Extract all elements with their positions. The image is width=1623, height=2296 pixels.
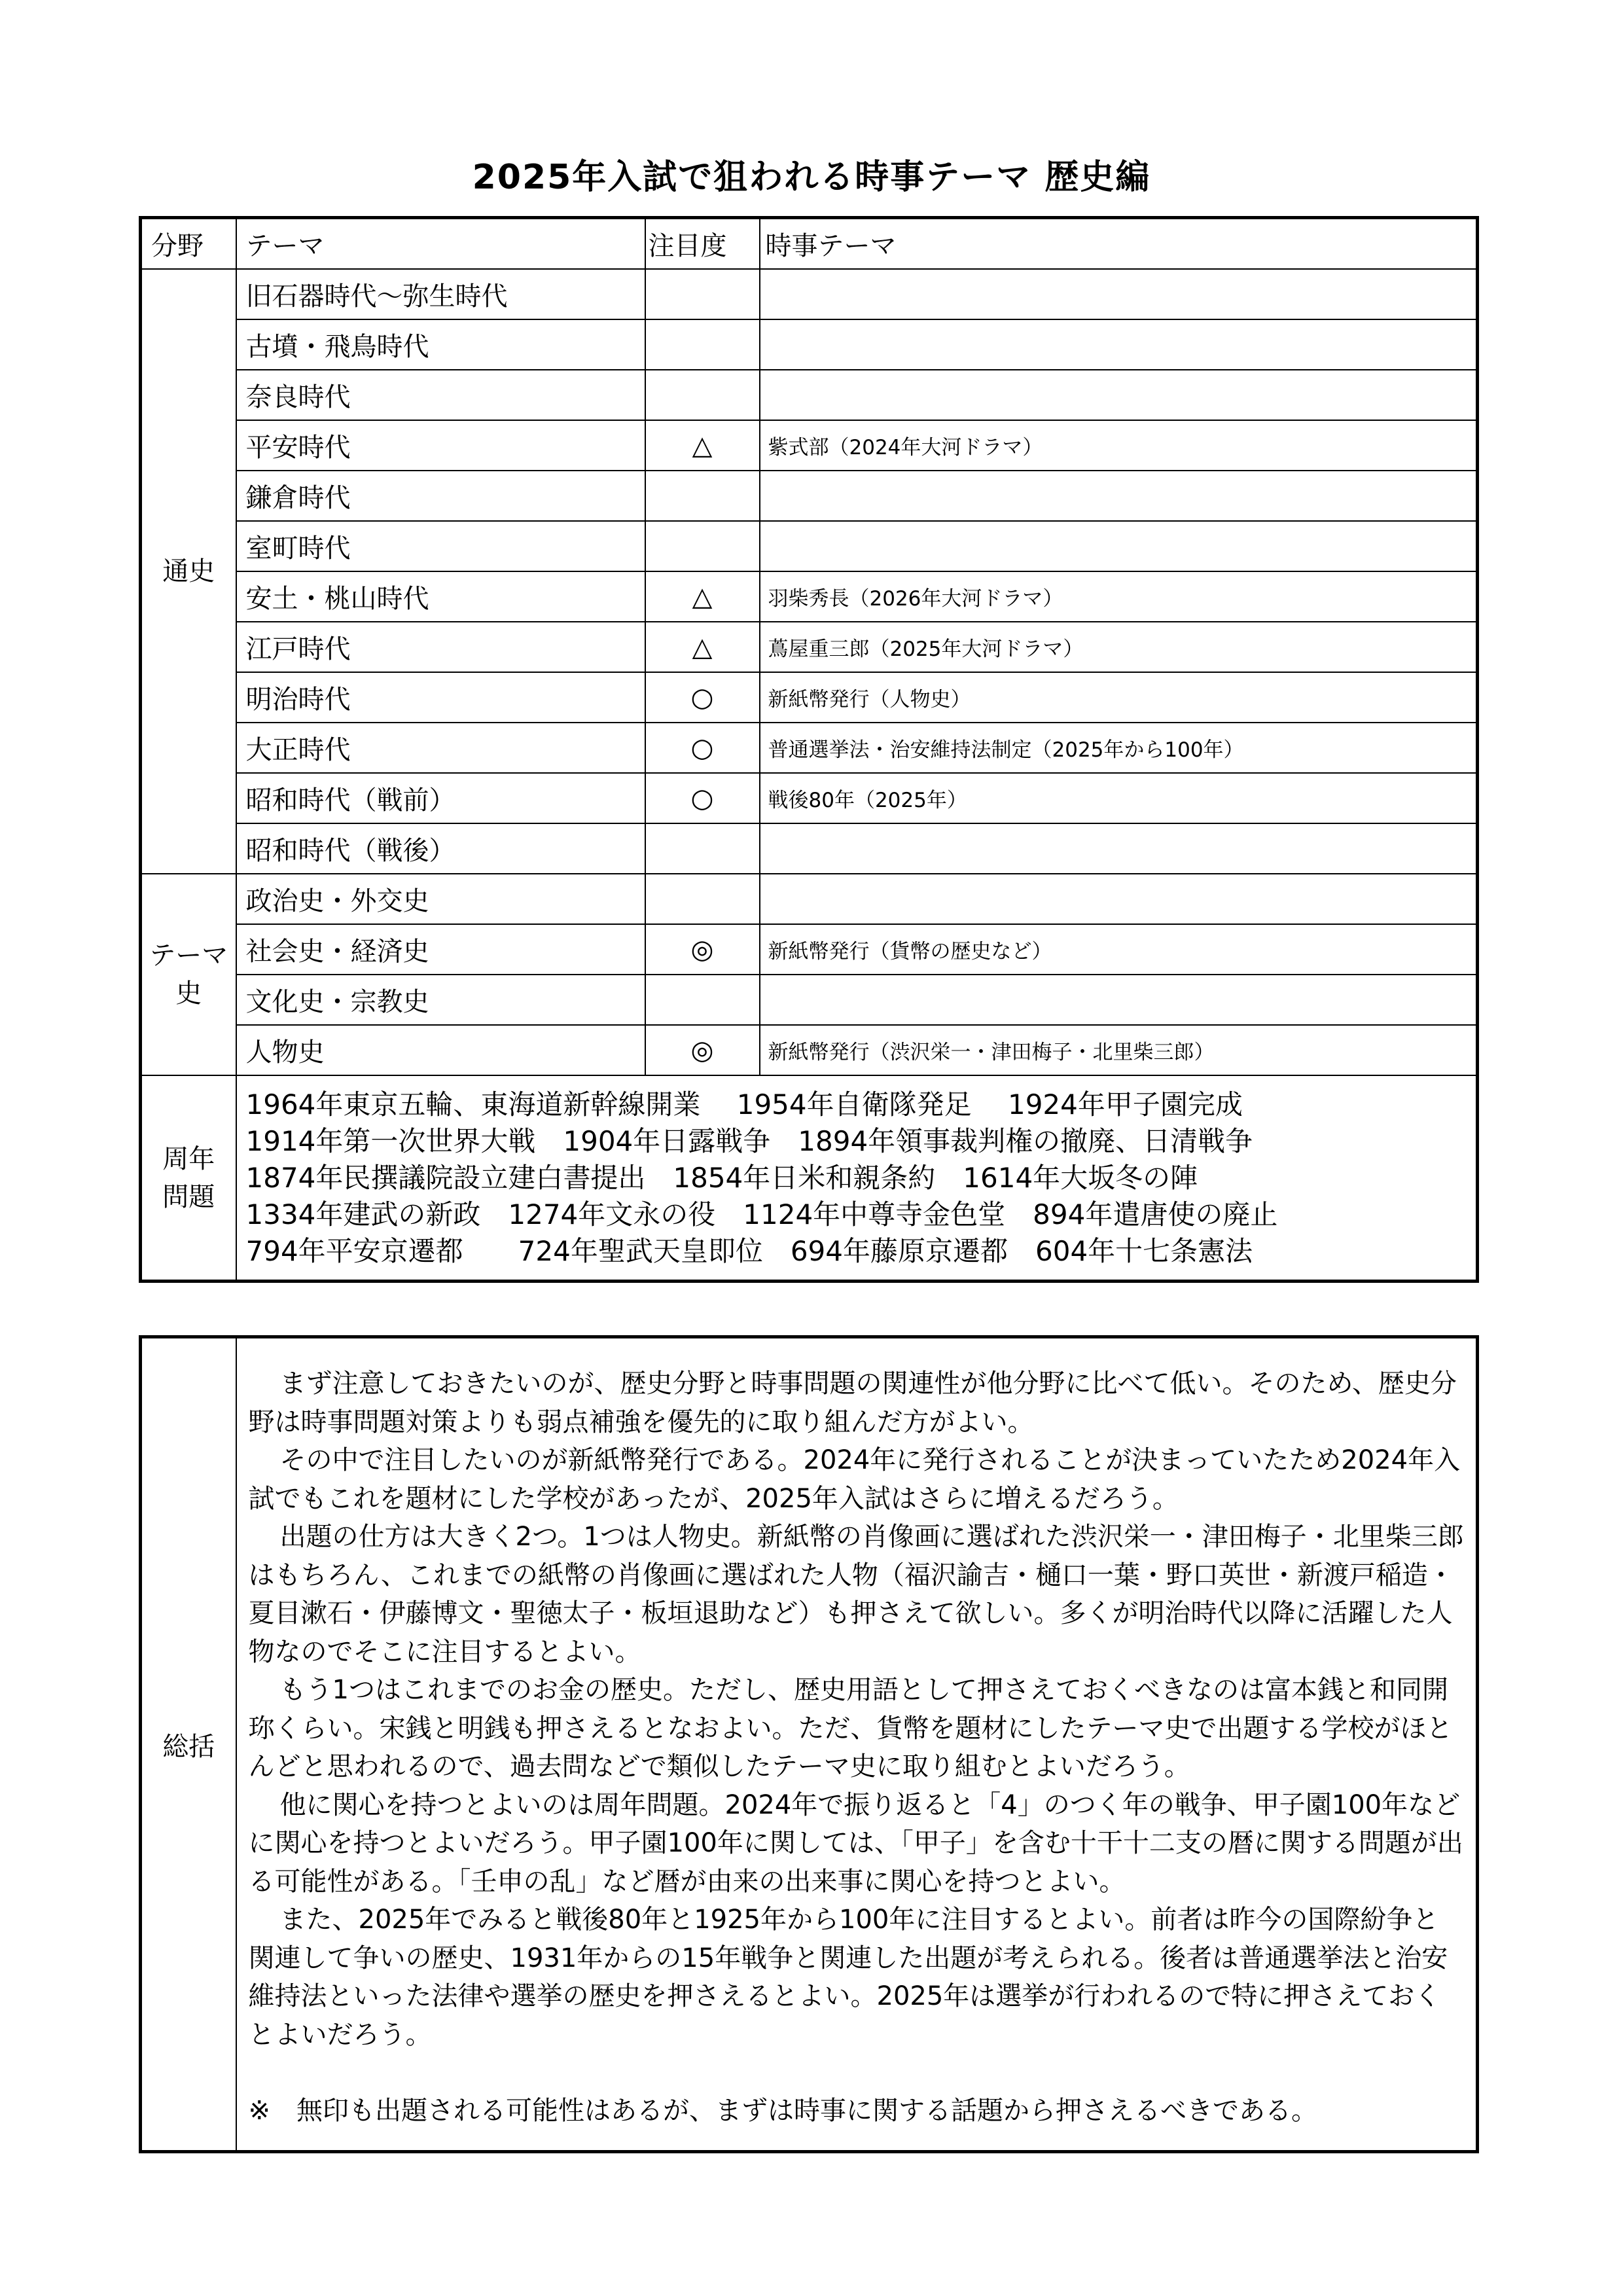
field-cell — [141, 874, 236, 1075]
anniversary-list — [236, 1075, 1478, 1282]
theme-cell: 旧石器時代～弥生時代 — [236, 269, 645, 319]
attention-mark — [645, 823, 760, 874]
table-row — [141, 823, 1478, 874]
header-field: 分野 — [141, 218, 236, 270]
attention-mark: △ — [645, 571, 760, 622]
topic-cell: 普通選挙法・治安維持法制定（2025年から100年） — [760, 723, 1478, 773]
table-row — [141, 521, 1478, 571]
theme-cell: 江戸時代 — [236, 622, 645, 672]
topic-cell: 羽柴秀長（2026年大河ドラマ） — [760, 571, 1478, 622]
summary-body — [236, 1337, 1478, 2152]
theme-cell: 平安時代 — [236, 420, 645, 471]
field-cell — [141, 269, 236, 874]
theme-cell: 文化史・宗教史 — [236, 975, 645, 1025]
table-row — [141, 773, 1478, 823]
attention-mark: ○ — [645, 672, 760, 723]
page-title: 2025年入試で狙われる時事テーマ 歴史編 — [472, 158, 1151, 197]
attention-mark — [645, 269, 760, 319]
attention-mark: ◎ — [645, 924, 760, 975]
table-row — [141, 269, 1478, 319]
table-row — [141, 1025, 1478, 1075]
topic-cell — [760, 319, 1478, 370]
summary-paragraph: また、2025年でみると戦後80年と1925年から100年に注目するとよい。前者は昨今の国際紛争と関連して争いの歴史、1931年からの15年戦争と関連した出題が考えられる。後者は普通選挙法と治安維持法といった法律や選挙の歴史を押さえるとよい。2025年は選挙が行われるので特に押さえておくとよいだろう。 — [248, 1905, 1448, 2050]
topic-cell: 新紙幣発行（貨幣の歴史など） — [760, 924, 1478, 975]
field-label-line: 通史 — [162, 556, 215, 586]
topic-cell: 戦後80年（2025年） — [760, 773, 1478, 823]
theme-cell: 社会史・経済史 — [236, 924, 645, 975]
field-label-line: テーマ — [149, 941, 228, 971]
topic-cell: 紫式部（2024年大河ドラマ） — [760, 420, 1478, 471]
table-row — [141, 975, 1478, 1025]
table-row — [141, 924, 1478, 975]
header-theme: テーマ — [236, 218, 645, 270]
anniversary-label — [141, 1075, 236, 1282]
attention-mark — [645, 975, 760, 1025]
table-row — [141, 571, 1478, 622]
theme-cell: 古墳・飛鳥時代 — [236, 319, 645, 370]
theme-cell: 昭和時代（戦前） — [236, 773, 645, 823]
anniversary-row — [141, 1075, 1478, 1282]
anniversary-line: 1334年建武の新政 1274年文永の役 1124年中尊寺金色堂 894年遣唐使の廃止 — [245, 1198, 1278, 1230]
attention-mark: △ — [645, 622, 760, 672]
topic-cell: 新紙幣発行（渋沢栄一・津田梅子・北里柴三郎） — [760, 1025, 1478, 1075]
summary-paragraph: その中で注目したいのが新紙幣発行である。2024年に発行されることが決まっていたため2024年入試でもこれを題材にした学校があったが、2025年入試はさらに増えるだろう。 — [248, 1445, 1461, 1514]
summary-paragraph: まず注意しておきたいのが、歴史分野と時事問題の関連性が他分野に比べて低い。そのため、歴史分野は時事問題対策よりも弱点補強を優先的に取り組んだ方がよい。 — [248, 1369, 1457, 1437]
topic-cell — [760, 874, 1478, 924]
attention-mark: ○ — [645, 723, 760, 773]
table-row — [141, 370, 1478, 420]
topic-cell: 新紙幣発行（人物史） — [760, 672, 1478, 723]
summary-table — [139, 1335, 1479, 2153]
summary-label: 総括 — [141, 1337, 236, 2152]
topic-cell — [760, 823, 1478, 874]
theme-cell: 室町時代 — [236, 521, 645, 571]
anniversary-line: 1964年東京五輪、東海道新幹線開業 1954年自衛隊発足 1924年甲子園完成 — [245, 1088, 1243, 1121]
topic-cell — [760, 975, 1478, 1025]
theme-cell: 政治史・外交史 — [236, 874, 645, 924]
summary-paragraph: 他に関心を持つとよいのは周年問題。2024年で振り返ると「4」のつく年の戦争、甲子園100年などに関心を持つとよいだろう。甲子園100年に関しては、「甲子」を含む十干十二支の暦に関する問題が出る可能性がある。「壬申の乱」など暦が由来の出来事に関心を持つとよい。 — [248, 1789, 1463, 1897]
topic-cell: 蔦屋重三郎（2025年大河ドラマ） — [760, 622, 1478, 672]
topic-cell — [760, 269, 1478, 319]
table-row — [141, 723, 1478, 773]
history-theme-table — [139, 216, 1479, 1283]
theme-cell: 鎌倉時代 — [236, 471, 645, 521]
table-row — [141, 471, 1478, 521]
theme-cell: 奈良時代 — [236, 370, 645, 420]
topic-cell — [760, 521, 1478, 571]
summary-note: ※ 無印も出題される可能性はあるが、まずは時事に関する話題から押さえるべきである。 — [248, 2096, 1318, 2126]
attention-mark: ◎ — [645, 1025, 760, 1075]
table-row — [141, 672, 1478, 723]
theme-cell: 昭和時代（戦後） — [236, 823, 645, 874]
topic-cell — [760, 370, 1478, 420]
anniversary-label-line: 問題 — [162, 1181, 215, 1212]
topic-cell — [760, 471, 1478, 521]
theme-cell: 人物史 — [236, 1025, 645, 1075]
header-attention: 注目度 — [645, 218, 760, 270]
anniversary-line: 794年平安京遷都 724年聖武天皇即位 694年藤原京遷都 604年十七条憲法 — [245, 1234, 1253, 1267]
header-topic: 時事テーマ — [760, 218, 1478, 270]
anniversary-line: 1874年民撰議院設立建白書提出 1854年日米和親条約 1614年大坂冬の陣 — [245, 1161, 1198, 1194]
attention-mark: △ — [645, 420, 760, 471]
table-row — [141, 874, 1478, 924]
anniversary-label-line: 周年 — [162, 1143, 215, 1174]
table-row — [141, 622, 1478, 672]
attention-mark — [645, 521, 760, 571]
summary-paragraph: もう1つはこれまでのお金の歴史。ただし、歴史用語として押さえておくべきなのは富本銭と和同開珎くらい。宋銭と明銭も押さえるとなおよい。ただ、貨幣を題材にしたテーマ史で出題する学校がほとんどと思われるので、過去問などで類似したテーマ史に取り組むとよいだろう。 — [248, 1675, 1453, 1782]
theme-cell: 安土・桃山時代 — [236, 571, 645, 622]
table-header-row — [141, 218, 1478, 270]
attention-mark — [645, 319, 760, 370]
table-row — [141, 319, 1478, 370]
field-label-line: 史 — [175, 978, 202, 1009]
attention-mark: ○ — [645, 773, 760, 823]
anniversary-line: 1914年第一次世界大戦 1904年日露戦争 1894年領事裁判権の撤廃、日清戦争 — [245, 1124, 1253, 1157]
theme-cell: 明治時代 — [236, 672, 645, 723]
attention-mark — [645, 471, 760, 521]
attention-mark — [645, 874, 760, 924]
table-row — [141, 420, 1478, 471]
attention-mark — [645, 370, 760, 420]
summary-paragraph: 出題の仕方は大きく2つ。1つは人物史。新紙幣の肖像画に選ばれた渋沢栄一・津田梅子・北里柴三郎はもちろん、これまでの紙幣の肖像画に選ばれた人物（福沢諭吉・樋口一葉・野口英世・新渡戸稲造・夏目漱石・伊藤博文・聖徳太子・板垣退助など）も押さえて欲しい。多くが明治時代以降に活躍した人物なのでそこに注目するとよい。 — [248, 1522, 1464, 1667]
theme-cell: 大正時代 — [236, 723, 645, 773]
